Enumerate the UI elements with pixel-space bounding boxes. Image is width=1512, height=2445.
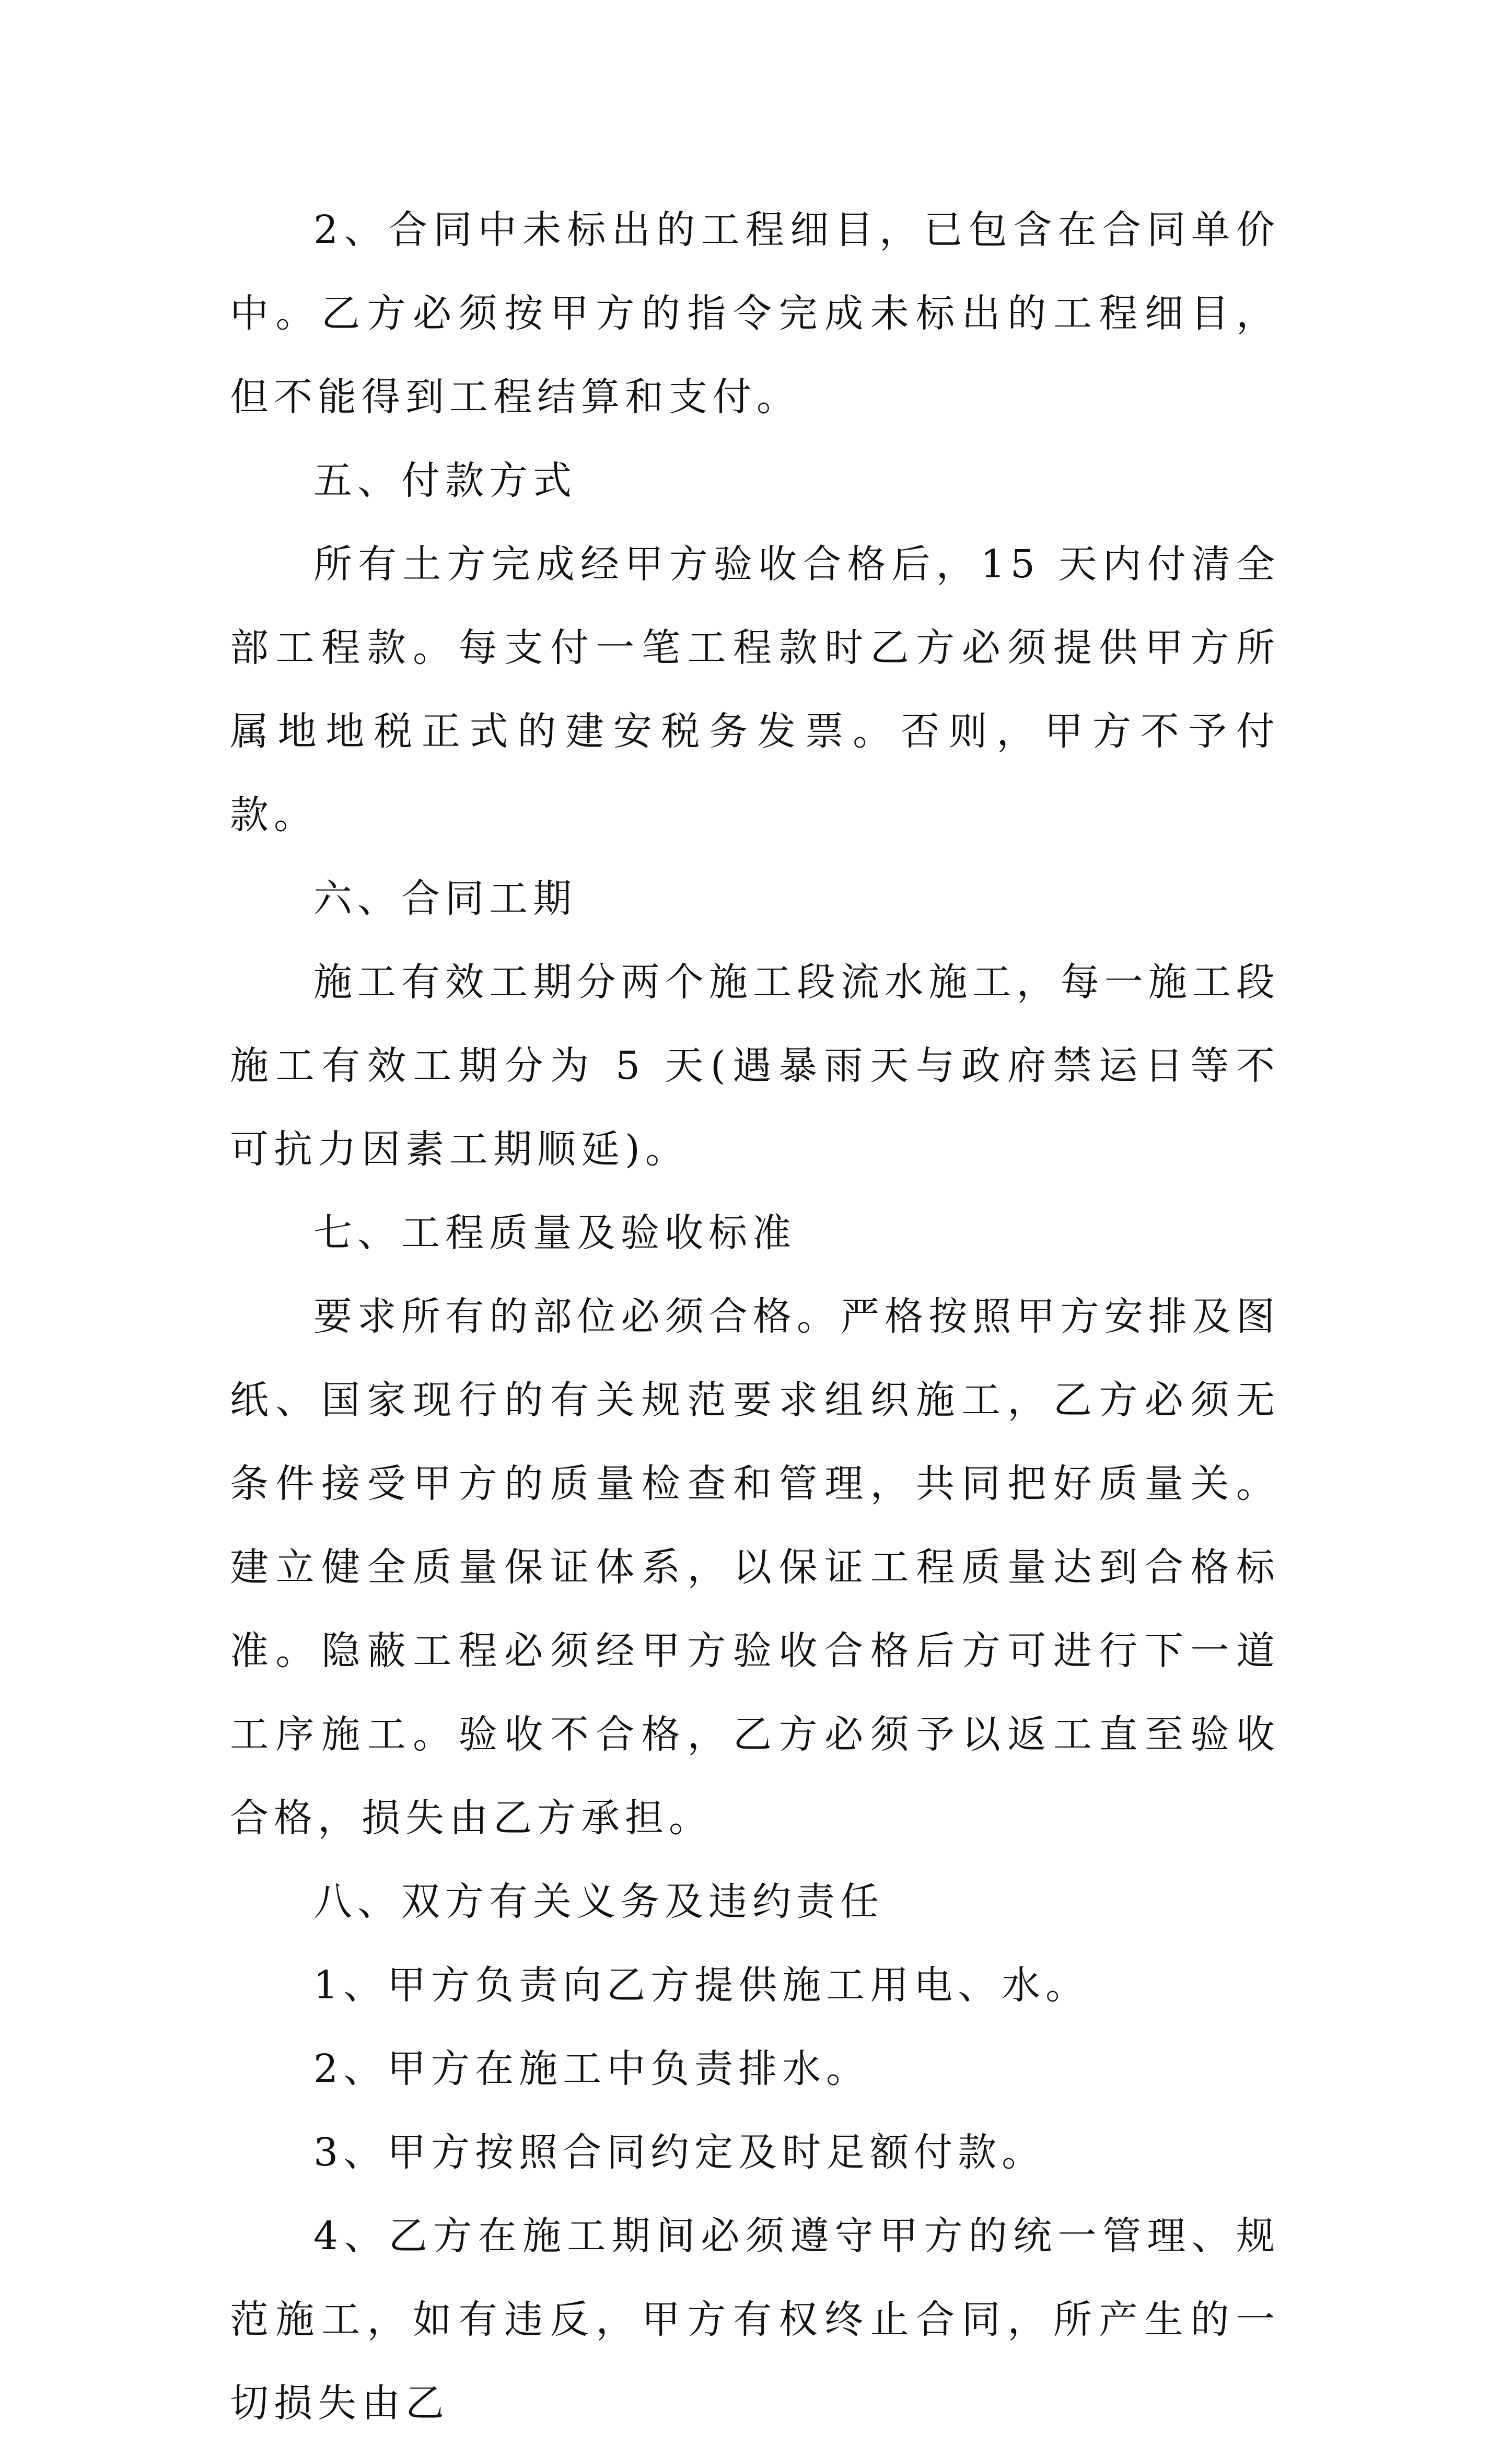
section-heading-payment: 五、付款方式	[313, 458, 577, 503]
paragraph-contract-period: 施工有效工期分两个施工段流水施工，每一施工段施工有效工期分为 5 天(遇暴雨天与政府禁运日等不可抗力因素工期顺延)。	[230, 960, 1280, 1172]
section-heading-quality-acceptance: 七、工程质量及验收标准	[313, 1210, 796, 1255]
paragraph-payment-terms: 所有土方完成经甲方验收合格后，15 天内付清全部工程款。每支付一笔工程款时乙方必须提供甲方所属地地税正式的建安税务发票。否则，甲方不予付款。	[230, 542, 1280, 837]
paragraph-obligation-1: 1、甲方负责向乙方提供施工用电、水。	[313, 1963, 1090, 2008]
document-body	[230, 188, 1280, 2445]
paragraph-obligation-2: 2、甲方在施工中负责排水。	[313, 2046, 870, 2091]
paragraph-obligation-3: 3、甲方按照合同约定及时足额付款。	[313, 2130, 1046, 2175]
paragraph-obligation-4: 4、乙方在施工期间必须遵守甲方的统一管理、规范施工，如有违反，甲方有权终止合同，所产生的一切损失由乙	[230, 2214, 1280, 2426]
paragraph-item-2-unlisted-items: 2、合同中未标出的工程细目，已包含在合同单价中。乙方必须按甲方的指令完成未标出的工程细目，但不能得到工程结算和支付。	[230, 207, 1280, 420]
section-heading-obligations-liability: 八、双方有关义务及违约责任	[313, 1879, 884, 1924]
section-heading-contract-period: 六、合同工期	[313, 876, 577, 921]
paragraph-quality-acceptance: 要求所有的部位必须合格。严格按照甲方安排及图纸、国家现行的有关规范要求组织施工，乙方必须无条件接受甲方的质量检查和管理，共同把好质量关。建立健全质量保证体系，以保证工程质量达到合格标准。隐蔽工程必须经甲方验收合格后方可进行下一道工序施工。验收不合格，乙方必须予以返工直至验收合格，损失由乙方承担。	[230, 1294, 1280, 1841]
